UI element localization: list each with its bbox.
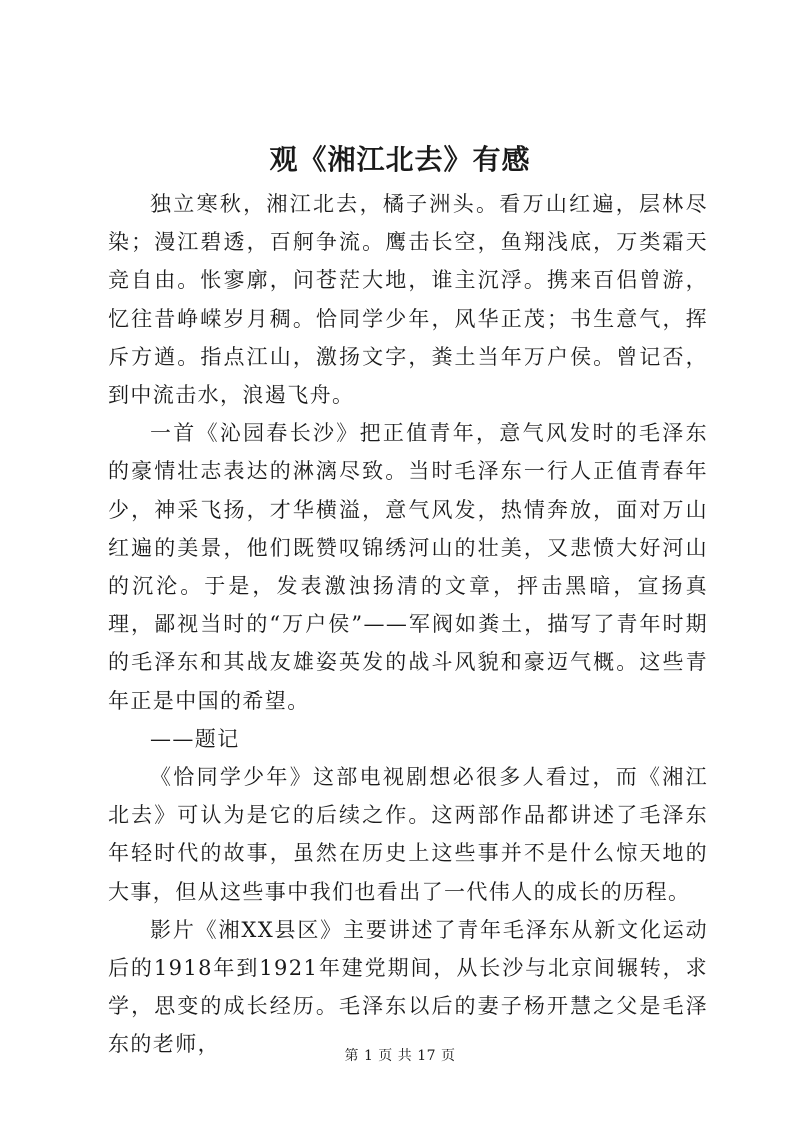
paragraph-film-summary: 影片《湘XX县区》主要讲述了青年毛泽东从新文化运动后的1918年到1921年建党期间，从长沙与北京间辗转，求学，思变的成长经历。毛泽东以后的妻子杨开慧之父是毛泽东的老师， [108,917,708,1057]
paragraph-epigraph-note: ——题记 [150,726,240,751]
paragraph-poem: 独立寒秋，湘江北去，橘子洲头。看万山红遍，层林尽染；漫江碧透，百舸争流。鹰击长空，鱼翔浅底，万类霜天竞自由。怅寥廓，问苍茫大地，谁主沉浮。携来百侣曾游，忆往昔峥嵘岁月稠。恰同学少年，风华正茂；书生意气，挥斥方遒。指点江山，激扬文字，粪土当年万户侯。曾记否，到中流击水，浪遏飞舟。 [108,192,708,408]
page-number-footer: 第 1 页 共 17 页 [344,1048,456,1064]
document-title: 观《湘江北去》有感 [269,143,531,176]
paragraph-tv-series: 《恰同学少年》这部电视剧想必很多人看过，而《湘江北去》可认为是它的后续之作。这两部作品都讲述了毛泽东年轻时代的故事，虽然在历史上这些事并不是什么惊天地的大事，但从这些事中我们也看出了一代伟人的成长的历程。 [108,765,708,904]
document-body [108,185,708,1064]
paragraph-introduction: 一首《沁园春长沙》把正值青年，意气风发时的毛泽东的豪情壮志表达的淋漓尽致。当时毛泽东一行人正值青春年少，神采飞扬，才华横溢，意气风发，热情奔放，面对万山红遍的美景，他们既赞叹锦绣河山的壮美，又悲愤大好河山的沉沦。于是，发表激浊扬清的文章，抨击黑暗，宣扬真理，鄙视当时的“万户侯”——军阀如粪土，描写了青年时期的毛泽东和其战友雄姿英发的战斗风貌和豪迈气概。这些青年正是中国的希望。 [108,421,708,713]
